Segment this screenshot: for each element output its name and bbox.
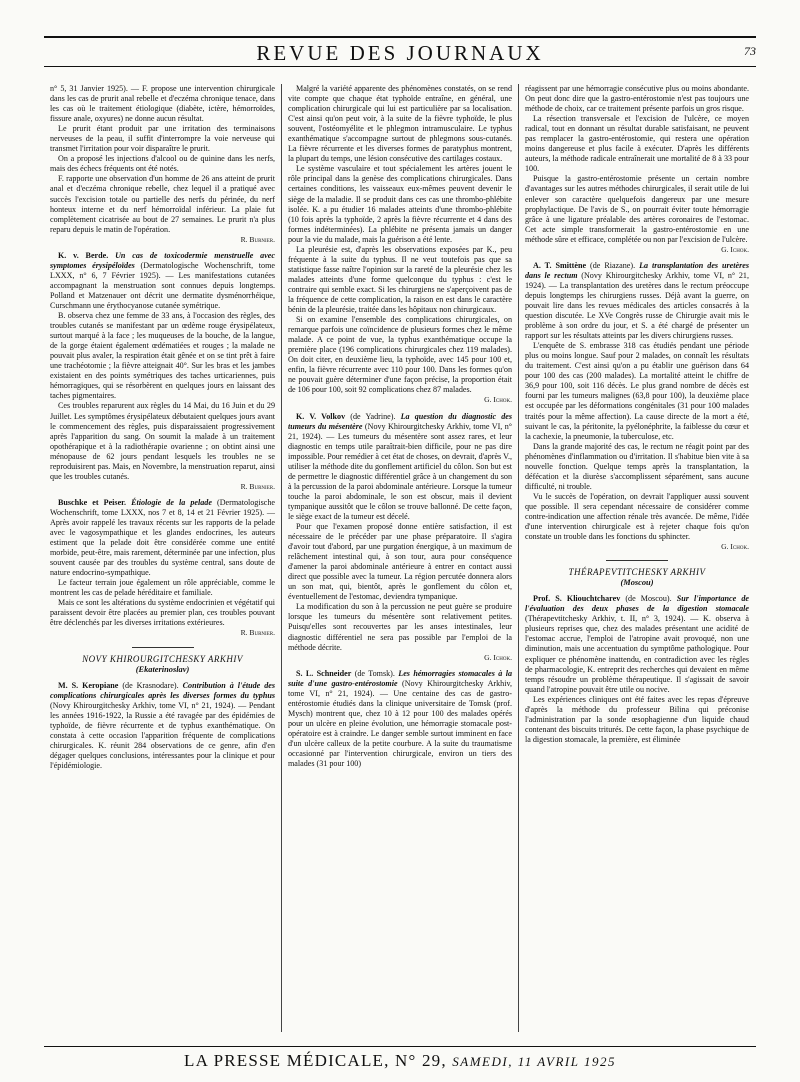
article-title: Étiologie de la pelade bbox=[131, 497, 212, 507]
paragraph: B. observa chez une femme de 33 ans, à l'occasion des règles, des troubles cutanés se manifestant par un œdème rouge érysipélateux, surtout marqué à la face ; les muqueuses de la bouche, de la langue, de la gorge étaient également œdématiées et rouges ; la malade ne pouvait plus avaler, la respiration était gênée et on se tint prêt à faire une trachéotomie ; la fièvre atteignait 40°. Sur les bras et les jambes existaient en des points symétriques des taches urticariennes, puis hémorragiques, qui se résorbèrent en quelques jours en laissant des taches pigmentaires. bbox=[50, 311, 275, 401]
journal-name: LA PRESSE MÉDICALE, N° bbox=[184, 1051, 417, 1070]
article-author: K. v. Berde. bbox=[58, 250, 109, 260]
article-author: M. S. Keropiane bbox=[58, 680, 119, 690]
paragraph: Ces troubles reparurent aux règles du 14 Mai, du 16 Juin et du 29 Juillet. Les symptômes érysipélateux débutaient quelques jours avant le commencement des règles, puis disparaissaient progressivement après l'apparition du sang. On soumit la malade à un traitement opothérapique et à la radiothérapie ovarienne ; on obtint ainsi une ménopause de 62 jours pendant lesquels les troubles ne se reproduisirent pas. Mais, en Novembre, la menstruation reparut, ainsi que les troubles cutanés. bbox=[50, 401, 275, 481]
article-abstract bbox=[525, 261, 749, 341]
issue-date: SAMEDI, 11 AVRIL 1925 bbox=[452, 1054, 616, 1069]
header-rule-bottom bbox=[44, 66, 756, 67]
article-title: Un cas de toxicodermie menstruelle avec symptomes érysipéloïdes bbox=[50, 250, 275, 270]
article-reference: (Novy Khirourgitchesky Arkhiv, tome VI, n° 21, 1924). — Pendant les années 1916-1922, la Russie a été ravagée par des épidémies de typhoïde, de fièvre récurrente et de typhus exanthématique. On constata à cette occasion l'apparition fréquente de complications chirurgicales. K. réunit 284 observations de ce genre, afin d'en dégager quelques conclusions, intéressantes pour la clinique et pour l'épidémiologie. bbox=[50, 700, 275, 770]
signature: G. Ichok. bbox=[721, 542, 749, 552]
signature: G. Ichok. bbox=[721, 244, 749, 254]
paragraph: Mais ce sont les altérations du système endocrinien et végétatif qui paraissent devoir être placées au premier plan, ces troubles pouvant être déclenchés par les diverses irritations extérieures. bbox=[50, 598, 275, 628]
article-title: Sur l'importance de l'évaluation des deux phases de la digestion stomacale bbox=[525, 594, 749, 614]
article-city: (de Yadrine). bbox=[350, 411, 396, 421]
column-1 bbox=[44, 84, 281, 1032]
article-reference: (Novy Khirourgitchesky Arkhiv, tome VI, n° 21, 1924). — Les tumeurs du mésentère sont assez rares, et leur diagnostic en temps utile paraîtrait-bien difficile, pour ne pas dire impossible. Pour remédier à cet état de choses, on devrait, d'après V., utiliser la méthode dite du gonflement artificiel du côlon. Son but est de permettre le diagnostic différentiel grâce à un changement du son à la percussion de la paroi abdominale antérieure. Lorsque la tumeur touche la paroi abdominale, le son est obscur, mais il devient tympanique aussitôt que le côlon se trouve ballonné. De cette façon, le siège exact de la tumeur est décelé. bbox=[288, 421, 512, 521]
section-divider bbox=[606, 560, 668, 561]
article-city: (de Krasnodare). bbox=[122, 680, 179, 690]
article-city: (de Tomsk). bbox=[354, 668, 395, 678]
paragraph: réagissent par une hémorragie consécutive plus ou moins abondante. On peut donc dire que la gastro-entérostomie n'est pas toujours une méthode de choix, car ce traitement présente parfois un gros risque. bbox=[525, 84, 749, 114]
header-rule-top bbox=[44, 36, 756, 38]
paragraph: On a proposé les injections d'alcool ou de quinine dans les nerfs, mais des échecs fréquents ont été notés. bbox=[50, 154, 275, 174]
article-author: S. L. Schneider bbox=[296, 668, 352, 678]
signature: R. Burnier. bbox=[240, 481, 275, 491]
issue-number: 29, bbox=[421, 1051, 447, 1070]
article-title: Les hémorragies stomacales à la suite d'une gastro-entérostomie bbox=[288, 668, 512, 688]
article-abstract bbox=[50, 681, 275, 771]
page-header bbox=[44, 36, 756, 70]
article-abstract bbox=[50, 498, 275, 578]
article-city: (de Riazane). bbox=[590, 260, 636, 270]
paragraph: Les expériences cliniques ont été faites avec les repas d'épreuve d'après la méthode du professeur Bilina qui préconise l'administration par la sonde œsophagienne d'un liquide chaud contenant des biscuits triturés. De cette façon, la phase psychique de la digestion stomacale, la première, est éliminée bbox=[525, 694, 749, 744]
signature: G. Ichok. bbox=[484, 652, 512, 662]
article-reference: (Thérapevtitchesky Arkhiv, t. II, n° 3, 1924). — K. observa à plusieurs reprises que, chez des malades présentant une acidité de l'estomac accrue, l'emploi de l'atropine avait provoqué, non une diminution, mais une accentuation du symptôme pathologique. Pour expliquer ce phénomène inattendu, en contradiction avec les règles de pharmacologie, K. entreprit des recherches qui devaient en même temps résoudre un problème thérapeutique. Il s'agissait de savoir quand l'atropine pouvait être utile ou nocive. bbox=[525, 614, 749, 694]
article-abstract bbox=[288, 669, 512, 769]
journal-heading: THÉRAPEVTITCHESKY ARKHIV bbox=[568, 567, 706, 578]
paragraph: Le facteur terrain joue également un rôle appréciable, comme le montrent les cas de pelade héréditaire et familiale. bbox=[50, 578, 275, 598]
paragraph: Puisque la gastro-entérostomie présente un certain nombre d'avantages sur les autres méthodes chirurgicales, il serait utile de lui enlever son caractère quelquefois dangereux par une mesure prophylactique. De l'avis de S., on pourrait éviter toute hémorragie grâce à une ligature préalable des artères coronaires de l'estomac. Cet acte simple transformerait la gastro-entérostomie en une méthode sûre et efficace, complétée ou non par l'excision de l'ulcère. bbox=[525, 174, 749, 244]
paragraph: F. rapporte une observation d'un homme de 26 ans atteint de prurit anal et d'eczéma chronique rebelle, chez lequel il a pratiqué avec succès l'excision totale ou partielle des nerfs du périnée, du nerf honteux interne et du nerf hémorroïdal inférieur. La plaie fut complètement cicatrisée au bout de 27 semaines. Le prurit n'a plus reparu depuis le matin de l'opération. bbox=[50, 174, 275, 234]
running-title: REVUE DES JOURNAUX bbox=[256, 41, 544, 65]
article-title: La transplantation des uretères dans le rectum bbox=[525, 260, 750, 280]
article-title: Contribution à l'étude des complications chirurgicales après les diverses formes du typhus bbox=[50, 680, 275, 700]
column-2 bbox=[281, 84, 518, 1032]
paragraph: Le système vasculaire et tout spécialement les artères jouent le rôle principal dans la genèse des complications chirurgicales. Dans certaines conditions, les vaisseaux eux-mêmes peuvent devenir le siège de la maladie. Il se produit dans ces cas une thrombo-phlébite isolée. K. a pu étudier 16 malades atteints d'une thrombo-phlébite (10 fois après la typhoïde, 2 après la fièvre récurrente et 4 dans des formes indéterminées). La phlébite ne présenta jamais un danger pour la vie du malade, mais la guérison a été lente. bbox=[288, 164, 512, 244]
paragraph: L'enquête de S. embrasse 318 cas étudiés pendant une période plus ou moins longue. Sauf pour 2 malades, on connaît les résultats du traitement. C'est ainsi qu'on a pu établir une guérison dans 64 pour 100 des cas (200 malades). La mortalité atteint le chiffre de 36,9 pour 100, soit 116 décès. Le plus grand nombre de décès est fourni par les tumeurs malignes (63,8 pour 100), la deuxième place est occupée par les déformations congénitales (31 pour 100 malades traités pour la même affection). La cause directe de la mort a été, suivant le cas, la péritonite, la pyélonéphrite, la faiblesse du cœur et la cachexie, la pneumonie, la tuberculose, etc. bbox=[525, 341, 749, 441]
article-reference: (Dermatologische Wochenschrift, tome LXXX, n° 6, 7 Février 1925). — Les manifestations cutanées accompagnant la menstruation sont connues depuis longtemps. Polland et Matzenauer ont décrit une dermatite dysménorrhéique, Curschmann une érythocyanose cutanée symétrique. bbox=[50, 260, 275, 310]
article-author: K. V. Volkov bbox=[296, 411, 346, 421]
paragraph: Malgré la variété apparente des phénomènes constatés, on se rend vite compte que chaque état typhoïde entraîne, en général, une complication chirurgicale qui lui est particulière par sa localisation. C'est ainsi qu'on peut voir, à la suite de la fièvre typhoïde, le plus souvent, l'ostéomyélite et le phlegmon intramusculaire. Le typhus exanthématique s'accompagne surtout de phlegmons sous-cutanés. La fièvre récurrente et les diverses formes de paratyphus montrent, la plupart du temps, une lésion consécutive des cartilages costaux. bbox=[288, 84, 512, 164]
paragraph: Si on examine l'ensemble des complications chirurgicales, on remarque parfois une coïncidence de plusieurs formes chez le même malade. A ce point de vue, la typhus exanthématique occupe la première place (196 complications chirurgicales chez 119 malades). On doit citer, en deuxième lieu, la typhoïde, avec 145 pour 100 et, enfin, la fièvre récurrente avec 110 pour 100. Dans les formes qu'on ne pouvait guère déterminer d'une façon précise, la proportion était de 106 pour 100, soit 92 complications chez 87 malades. bbox=[288, 315, 512, 395]
section-divider bbox=[132, 647, 194, 648]
article-author: Buschke et Peiser. bbox=[58, 497, 127, 507]
article-reference: (Novy Khirourgitchesky Arkhiv, tome VI, n° 21, 1924). — Une centaine des cas de gastro-entérostomie étudiés dans la clinique universitaire de Tomsk (prof. Mysch) montrent que, chez 10 à 12 pour 100 des malades opérés pour un ulcère en pleine évolution, une hémorragie stomacale post-opératoire est à craindre. Le danger semble surtout imminent en face d'un ulcère calleux de la petite courbure. A la suite du traumatisme occasionné par l'intervention chirurgicale, environ un tiers des malades (31 pour 100) bbox=[288, 678, 512, 769]
footer-line bbox=[44, 1051, 756, 1071]
paragraph: La modification du son à la percussion ne peut guère se produire lorsque les tumeurs du mésentère sont relativement petites. Puisqu'elles sont recouvertes par les anses intestinales, leur diagnostic différentiel ne sera pas possible par l'emploi de la méthode décrite. bbox=[288, 602, 512, 652]
paragraph: Vu le succès de l'opération, on devrait l'appliquer aussi souvent que possible. Il sera cependant nécessaire de considérer comme contre-indication une affection rénale très avancée. De même, l'idée d'une intervention chirurgicale est à rejeter chaque fois qu'on constate un trouble dans les fonctions du sphincter. bbox=[525, 491, 749, 542]
paragraph: La résection transversale et l'excision de l'ulcère, ce moyen radical, tout en donnant un résultat durable satisfaisant, ne peuvent pas remplacer la gastro-entérostomie, qui restera une opération moins dangereuse et plus facile à exécuter. D'après les différents auteurs, la méthode radicale entraînerait une mortalité de 8 à 33 pour 100. bbox=[525, 114, 749, 174]
article-abstract bbox=[288, 412, 512, 523]
paragraph: Pour que l'examen proposé donne entière satisfaction, il est nécessaire de le précéder par une phase préparatoire. Il s'agira d'avoir tout d'abord, par une purgation énergique, à un maximum de relâchement intestinal qui, à son tour, aura pour conséquence d'amener la paroi abdominale antérieure à entrer en contact aussi direct que possible avec la tumeur. La région percutée donnera alors un son mat, qui, bientôt, après le gonflement du côlon et, éventuellement de l'estomac, deviendra tympanique. bbox=[288, 522, 512, 602]
article-abstract bbox=[525, 594, 749, 694]
signature: G. Ichok. bbox=[484, 395, 512, 405]
article-title: La question du diagnostic des tumeurs du mésentère bbox=[288, 411, 513, 431]
journal-city: (Ekaterinoslav) bbox=[135, 664, 190, 674]
article-city: (de Moscou). bbox=[625, 594, 672, 604]
article-author: Prof. S. Kliouchtcharev bbox=[533, 594, 621, 604]
paragraph: n° 5, 31 Janvier 1925). — F. propose une intervention chirurgicale dans les cas de prurit anal rebelle et d'eczéma chronique tenace, dans les cas où le traitement étiologique (diabète, ictère, hémorroïdes, fissure anale, oxyures) ne donne aucun résultat. bbox=[50, 84, 275, 124]
article-abstract bbox=[50, 251, 275, 311]
signature: R. Burnier. bbox=[240, 234, 275, 244]
paragraph: La pleurésie est, d'après les observations exposées par K., peu fréquente à la suite du typhus. Il ne veut toutefois pas que sa statistique fasse naître l'opinion sur la rareté de la pleurésie chez les malades atteints d'une forme quelconque du typhus : c'est le contraire qui semble exact. Si les chirurgiens ne s'aperçoivent pas de la fréquence de cette complication, la raison en est dans le caractère bénin de la pleurésie, traitée dans les hôpitaux non chirurgicaux. bbox=[288, 244, 512, 315]
page-footer bbox=[44, 1046, 756, 1073]
article-author: A. T. Smittène bbox=[533, 260, 587, 270]
signature: R. Burnier. bbox=[240, 628, 275, 638]
journal-city: (Moscou) bbox=[620, 578, 654, 588]
column-3 bbox=[518, 84, 755, 1032]
journal-heading: NOVY KHIROURGITCHESKY ARKHIV bbox=[82, 653, 243, 664]
text-columns bbox=[44, 84, 756, 1032]
paragraph: Dans la grande majorité des cas, le rectum ne réagit point par des phénomènes d'inflammation ou d'irritation. Il s'habitue bien vite à sa nouvelle fonction. Quelque temps après la transplantation, la défécation et la diurèse s'accomplissent séparément, sans aucune difficulté, ni trouble. bbox=[525, 441, 749, 491]
article-reference: (Novy Khirourgitchesky Arkhiv, tome VI, n° 21, 1924). — La transplantation des uretères dans le rectum préoccupe depuis longtemps les chirurgiens russes. Déjà avant la guerre, on pouvait lire dans les revues médicales des articles consacrés à la question discutée. Le XVe Congrès russe de Chirurgie avait mis le problème à son ordre du jour, et S. a été chargé de présenter un rapport sur les résultats atteints par les divers chirurgiens russes. bbox=[525, 270, 749, 341]
page-number: 73 bbox=[744, 44, 756, 58]
paragraph: Le prurit étant produit par une irritation des terminaisons nerveuses de la peau, il suffit d'interrompre la voie nerveuse qui transmet l'irritation pour voir disparaître le prurit. bbox=[50, 124, 275, 154]
article-reference: (Dermatologische Wochenschrift, tome LXXX, nos 7 et 8, 14 et 21 Février 1925). — Après avoir rappelé les travaux récents sur les rapports de la pelade avec le vagosympathique et les glandes endocrines, les auteurs estiment que la pelade doit être considérée comme une entité morbide, peut-être, mais rarement, déterminée par une infection, plus souvent causée par des troubles du système central, sans doute de nature endocrino-sympathique. bbox=[50, 497, 275, 578]
